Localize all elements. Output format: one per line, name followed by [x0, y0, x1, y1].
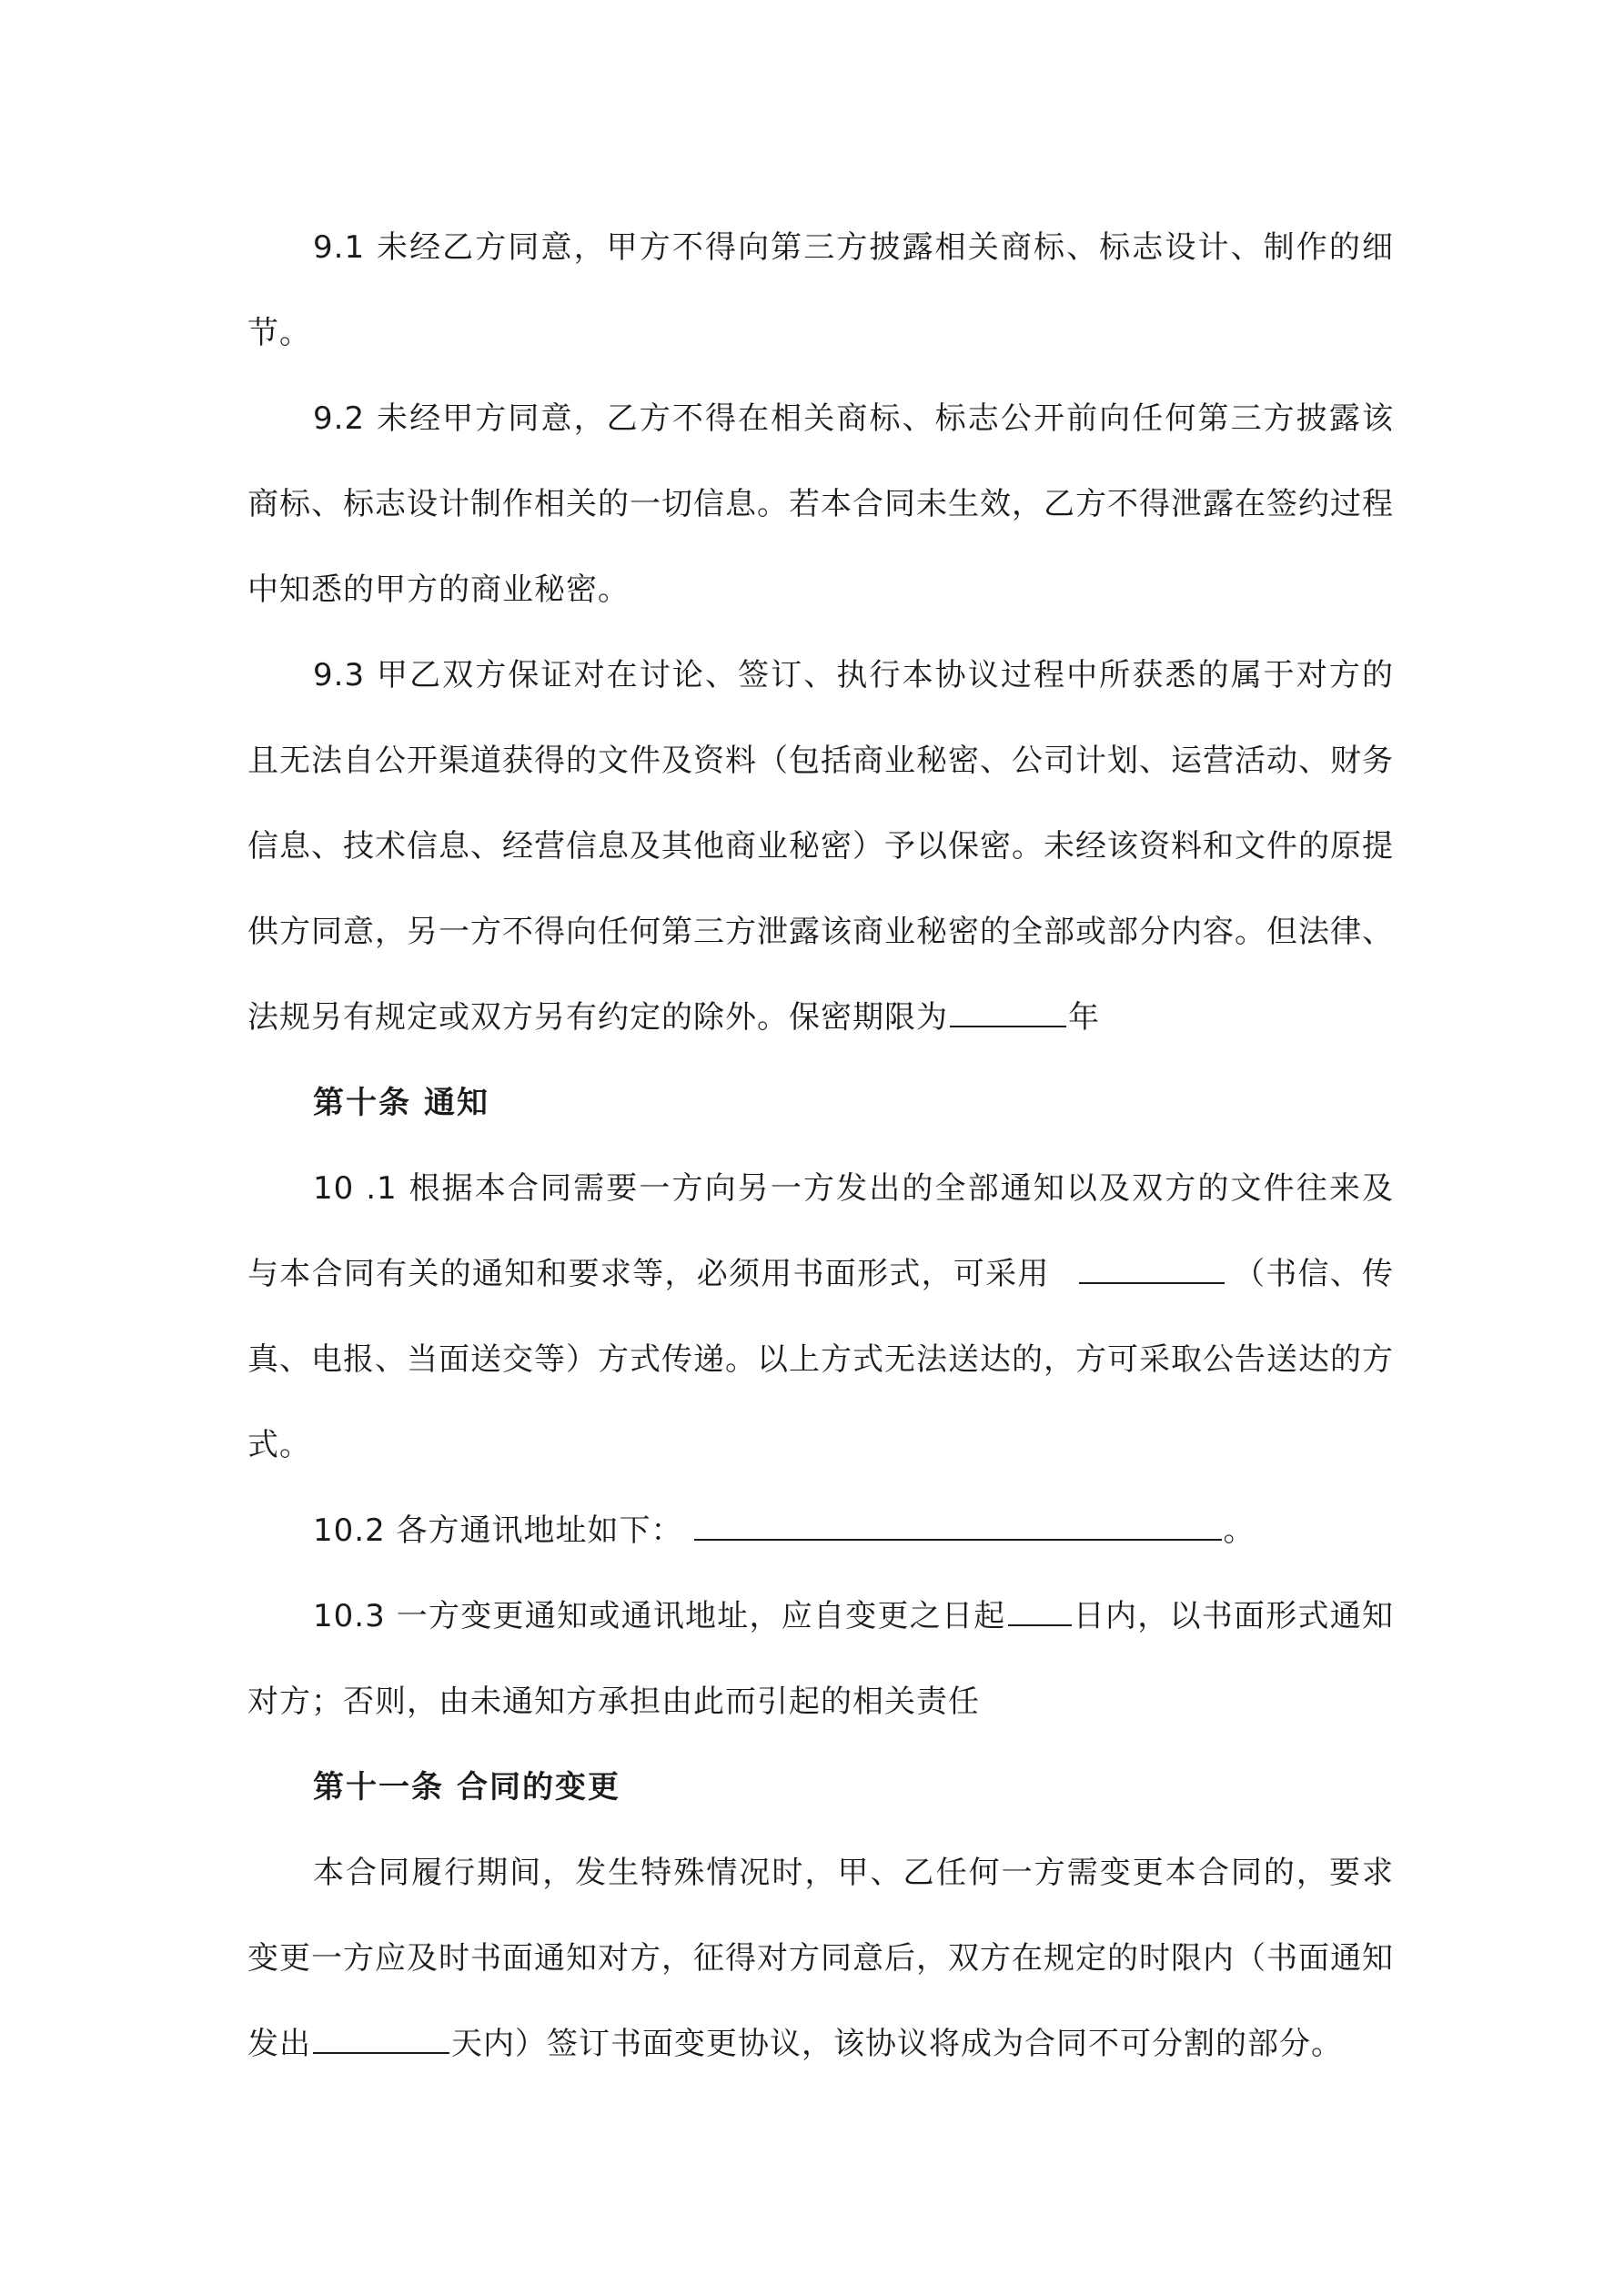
notice-days-blank[interactable]: [1008, 1597, 1072, 1626]
change-days-blank[interactable]: [313, 2025, 449, 2054]
article-10-heading: [247, 1060, 1394, 1146]
clause-11-body: [247, 1830, 1394, 2087]
article-11-label: 第十一条: [313, 1769, 444, 1805]
clause-9-1: 9.1 未经乙方同意，甲方不得向第三方披露相关商标、标志设计、制作的细节。: [247, 229, 1394, 351]
clause-10-2-suffix: 。: [1223, 1512, 1256, 1549]
clause-9-3-suffix: 年: [1068, 999, 1100, 1036]
clause-10-3-suffix: 日内，以书面形式通知对方；否则，由未通知方承担由此而引起的相关责任: [247, 1598, 1394, 1720]
confidentiality-years-blank[interactable]: [950, 998, 1066, 1027]
clause-10-2: [247, 1488, 1394, 1573]
clause-9-3: [247, 632, 1394, 1060]
clause-10-1-text: 10 .1 根据本合同需要一方向另一方发出的全部通知以及双方的文件往来及与本合同有关的通知和要求等，必须用书面形式，可采用: [247, 1170, 1394, 1292]
clause-10-3-text: 10.3 一方变更通知或通讯地址，应自变更之日起: [313, 1598, 1006, 1634]
clause-11-text: 本合同履行期间，发生特殊情况时，甲、乙任何一方需变更本合同的，要求变更一方应及时书面通知对方，征得对方同意后，双方在规定的时限内（书面通知发出: [247, 1855, 1394, 2062]
document-page: [247, 205, 1394, 2087]
clause-9-2: 9.2 未经甲方同意，乙方不得在相关商标、标志公开前向任何第三方披露该商标、标志设计制作相关的一切信息。若本合同未生效，乙方不得泄露在签约过程中知悉的甲方的商业秘密。: [247, 400, 1394, 608]
article-11-heading: [247, 1745, 1394, 1830]
clause-10-2-text: 10.2 各方通讯地址如下：: [313, 1512, 683, 1549]
article-10-title: 通知: [424, 1085, 489, 1121]
article-11-title: 合同的变更: [457, 1769, 620, 1805]
article-10-label: 第十条: [313, 1085, 411, 1121]
clause-11-suffix: 天内）签订书面变更协议，该协议将成为合同不可分割的部分。: [451, 2026, 1343, 2062]
clause-10-1: [247, 1146, 1394, 1488]
address-blank[interactable]: [694, 1512, 1222, 1541]
clause-9-3-text: 9.3 甲乙双方保证对在讨论、签订、执行本协议过程中所获悉的属于对方的且无法自公开渠道获得的文件及资料（包括商业秘密、公司计划、运营活动、财务信息、技术信息、经营信息及其他商业秘密）予以保密。未经该资料和文件的原提供方同意，另一方不得向任何第三方泄露该商业秘密的全部或部分内容。但法律、法规另有规定或双方另有约定的除外。保密期限为: [247, 657, 1394, 1036]
clause-10-1-suffix: （书信、传真、电报、当面送交等）方式传递。以上方式无法送达的，方可采取公告送达的方式。: [247, 1256, 1395, 1463]
clause-10-3: [247, 1573, 1394, 1745]
notice-method-blank[interactable]: [1079, 1255, 1225, 1284]
